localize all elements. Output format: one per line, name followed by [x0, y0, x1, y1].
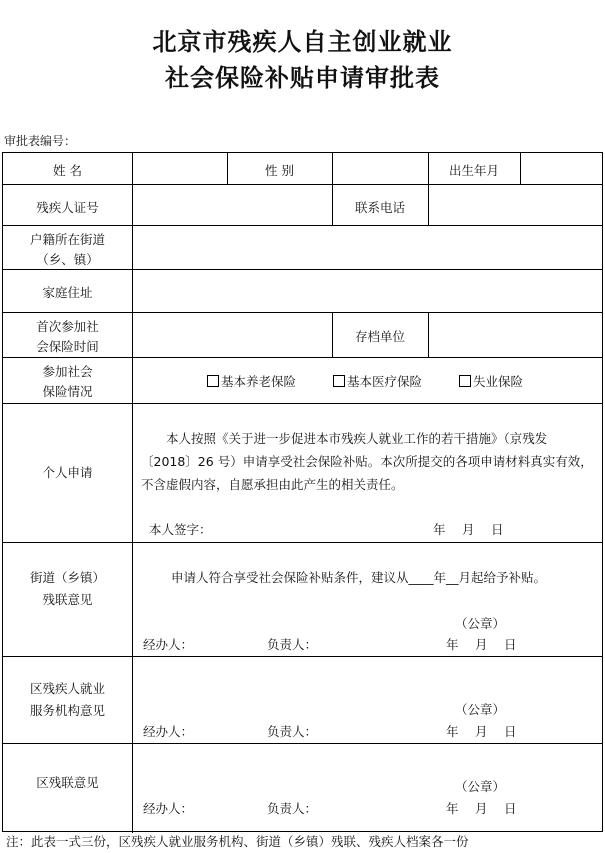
application-form-table [2, 152, 603, 832]
district-opinion-label: 区残联意见 [36, 775, 99, 790]
form-title-line1: 北京市残疾人自主创业就业 [152, 28, 453, 56]
column-divider [132, 153, 133, 833]
district-handler-label: 经办人： [143, 801, 194, 816]
district-seal: （公章） [455, 779, 506, 794]
phone-label: 联系电话 [354, 200, 405, 215]
applicant-sign-date: 年 月 日 [433, 522, 504, 537]
checkbox-icon[interactable] [333, 375, 345, 387]
column-divider [332, 153, 333, 184]
medical-insurance-option[interactable]: 基本医疗保险 [333, 372, 422, 390]
form-title-line2: 社会保险补贴申请审批表 [165, 64, 440, 92]
first-insurance-label-line1: 首次参加社 [36, 319, 99, 334]
column-divider [428, 184, 429, 225]
row-divider [3, 184, 602, 185]
checkbox-icon[interactable] [459, 375, 471, 387]
district-responsible-label: 负责人： [267, 801, 318, 816]
unemployment-insurance-option[interactable]: 失业保险 [459, 372, 523, 390]
insurance-status-label-line2: 保险情况 [42, 384, 93, 399]
service-handler-label: 经办人： [143, 724, 194, 739]
street-opinion-text: 申请人符合享受社会保险补贴条件，建议从____年__月起给予补贴。 [171, 570, 547, 585]
service-opinion-label-line1: 区残疾人就业 [29, 681, 105, 696]
service-responsible-label: 负责人： [267, 724, 318, 739]
column-divider [520, 153, 521, 184]
first-insurance-label-line2: 会保险时间 [36, 339, 99, 354]
name-label: 姓 名 [53, 163, 82, 178]
row-divider [3, 269, 602, 270]
street-date: 年 月 日 [446, 637, 517, 652]
row-divider [3, 743, 602, 744]
row-divider [3, 312, 602, 313]
service-seal: （公章） [455, 702, 506, 717]
household-label-line2: （乡、镇） [36, 252, 99, 267]
service-date: 年 月 日 [446, 724, 517, 739]
row-divider [3, 357, 602, 358]
street-opinion-label-line2: 残联意见 [42, 592, 93, 607]
street-handler-label: 经办人： [143, 637, 194, 652]
service-opinion-label-line2: 服务机构意见 [29, 703, 105, 718]
street-opinion-label-line1: 街道（乡镇） [29, 570, 105, 585]
checkbox-icon[interactable] [207, 375, 219, 387]
insurance-status-label-line1: 参加社会 [42, 364, 93, 379]
serial-number-label: 审批表编号： [4, 134, 77, 148]
address-label: 家庭住址 [42, 285, 93, 300]
disability-id-label: 残疾人证号 [36, 200, 99, 215]
footer-note: 注：此表一式三份，区残疾人就业服务机构、街道（乡镇）残联、残疾人档案各一份 [6, 834, 469, 849]
birth-label: 出生年月 [448, 163, 499, 178]
gender-label: 性 别 [265, 163, 294, 178]
row-divider [3, 542, 602, 543]
column-divider [428, 312, 429, 357]
row-divider [3, 403, 602, 404]
pension-insurance-option[interactable]: 基本养老保险 [207, 372, 296, 390]
row-divider [3, 656, 602, 657]
street-responsible-label: 负责人： [267, 637, 318, 652]
household-label-line1: 户籍所在街道 [29, 232, 105, 247]
row-divider [3, 225, 602, 226]
archive-unit-label: 存档单位 [354, 329, 405, 344]
applicant-signature-label: 本人签字： [149, 522, 212, 537]
street-seal: （公章） [455, 616, 506, 631]
personal-application-label: 个人申请 [42, 465, 93, 480]
personal-application-text: 本人按照《关于进一步促进本市残疾人就业工作的若干措施》（京残发〔2018〕26 号）申请享受社会保险补贴。本次所提交的各项申请材料真实有效，不含虚假内容，自愿承担由此产生的相关责任。 [141, 431, 593, 492]
district-date: 年 月 日 [446, 801, 517, 816]
